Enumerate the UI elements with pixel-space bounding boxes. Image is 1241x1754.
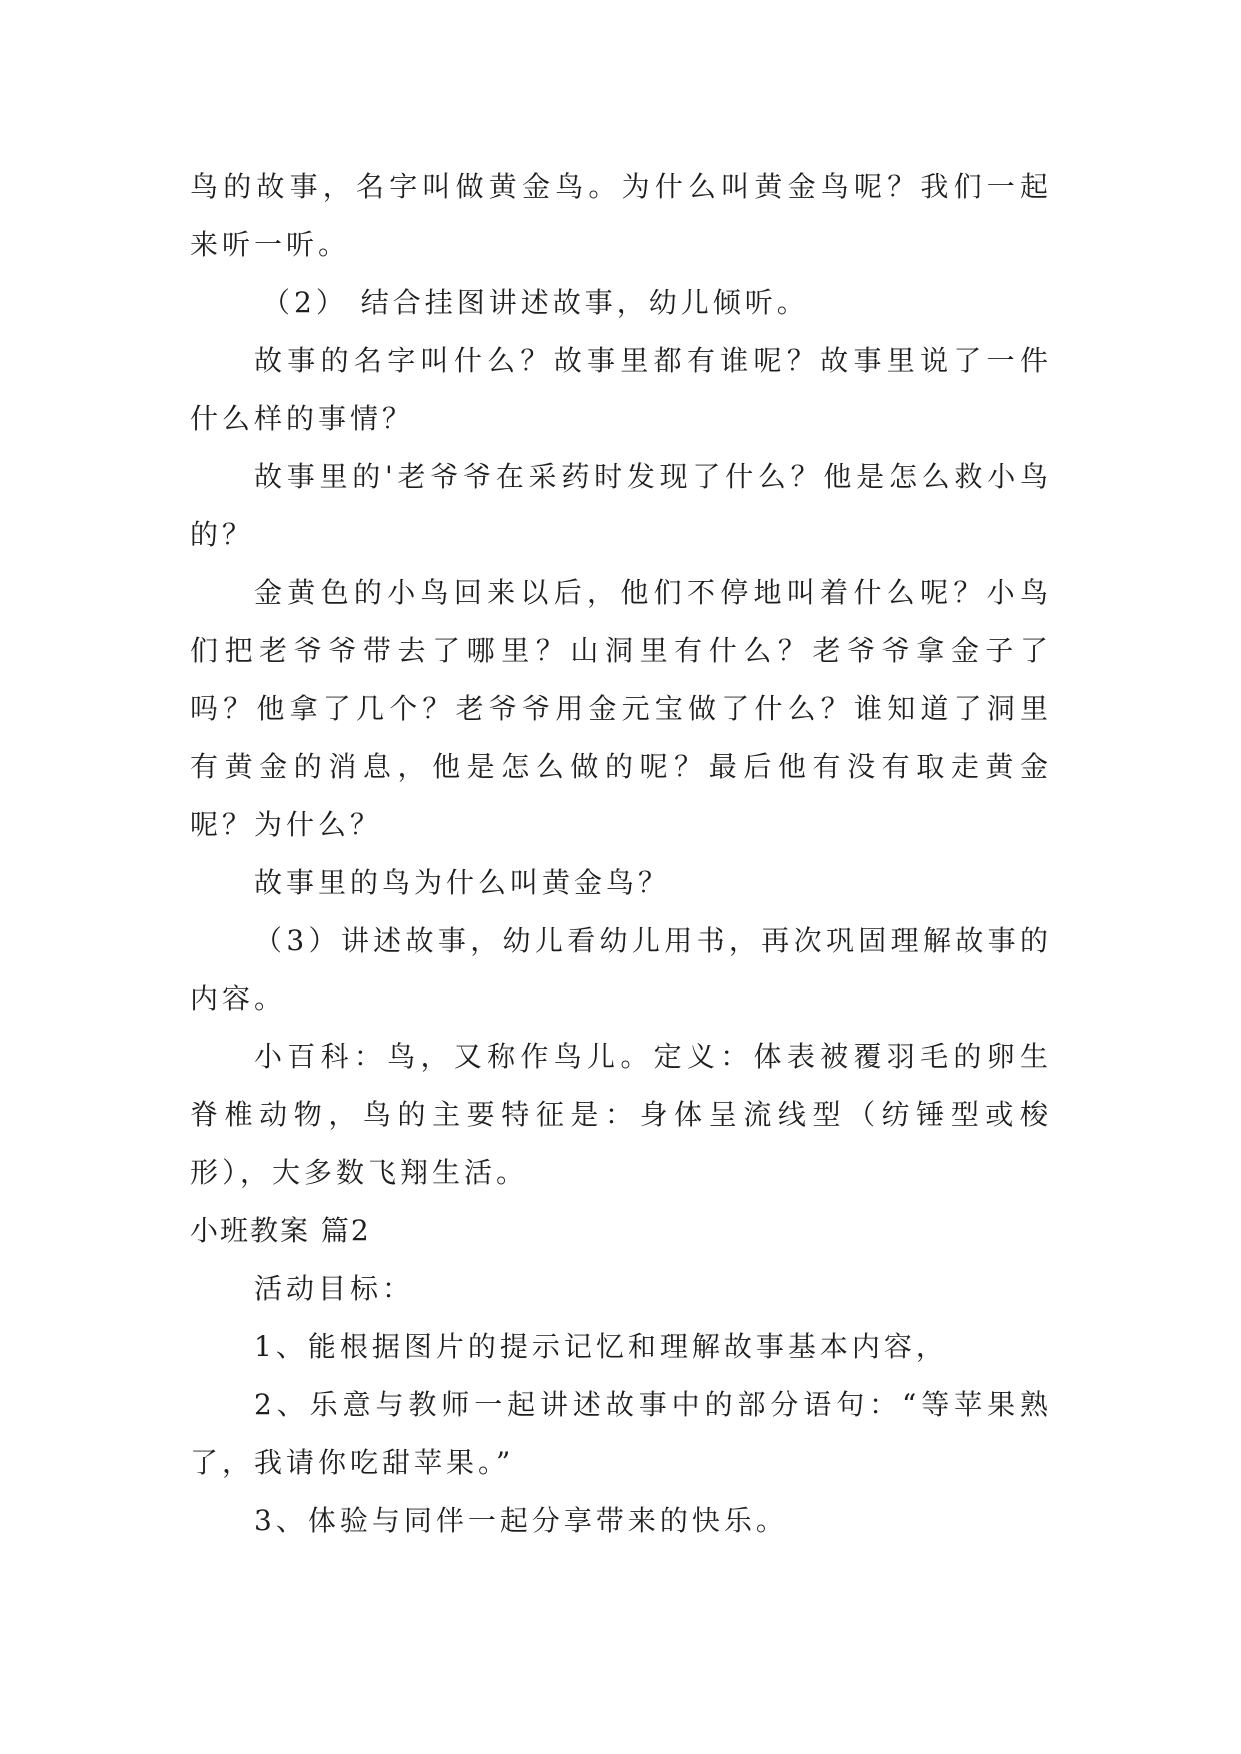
paragraph-questions-4: 故事里的鸟为什么叫黄金鸟？ [254, 866, 671, 899]
paragraph-goal-2: 2、乐意与教师一起讲述故事中的部分语句：“等苹果熟了，我请你吃甜苹果。” [190, 1388, 1052, 1479]
paragraph-step-3: （3）讲述故事，幼儿看幼儿用书，再次巩固理解故事的内容。 [190, 924, 1052, 1015]
paragraph-goal-1: 1、能根据图片的提示记忆和理解故事基本内容， [254, 1330, 948, 1363]
paragraph-story-intro: 鸟的故事，名字叫做黄金鸟。为什么叫黄金鸟呢？我们一起来听一听。 [190, 170, 1052, 261]
document-body [190, 158, 1052, 1550]
paragraph-questions-3: 金黄色的小鸟回来以后，他们不停地叫着什么呢？小鸟们把老爷爷带去了哪里？山洞里有什么？老爷爷拿金子了吗？他拿了几个？老爷爷用金元宝做了什么？谁知道了洞里有黄金的消息，他是怎么做的呢？最后他有没有取走黄金呢？为什么？ [190, 576, 1052, 841]
paragraph-activity-goals: 活动目标： [254, 1272, 415, 1305]
paragraph-step-2: （2） 结合挂图讲述故事，幼儿倾听。 [262, 286, 809, 319]
paragraph-questions-1: 故事的名字叫什么？故事里都有谁呢？故事里说了一件什么样的事情？ [190, 344, 1052, 435]
section-heading: 小班教案 篇2 [190, 1214, 371, 1247]
paragraph-questions-2: 故事里的'老爷爷在采药时发现了什么？他是怎么救小鸟的？ [190, 460, 1052, 551]
paragraph-goal-3: 3、体验与同伴一起分享带来的快乐。 [254, 1504, 788, 1537]
paragraph-encyclopedia: 小百科：鸟，又称作鸟儿。定义：体表被覆羽毛的卵生脊椎动物，鸟的主要特征是：身体呈流线型（纺锤型或梭形），大多数飞翔生活。 [190, 1040, 1052, 1189]
